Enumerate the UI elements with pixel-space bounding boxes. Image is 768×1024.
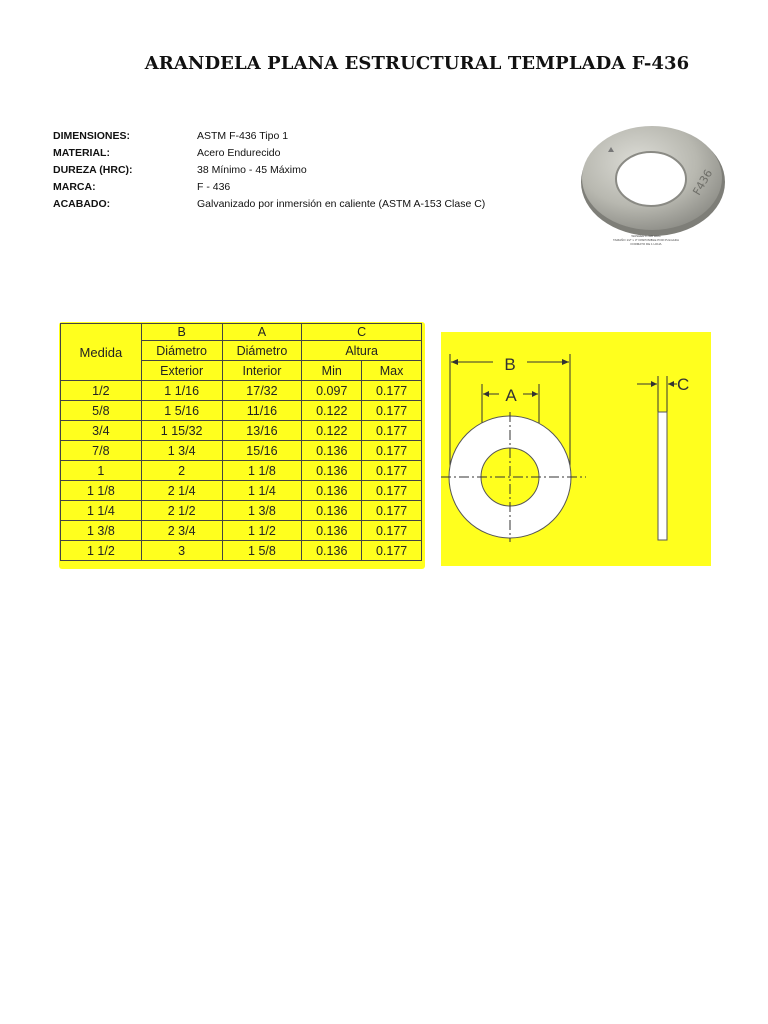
spec-value: Galvanizado por inmersión en caliente (ASTM A-153 Clase C) [197, 198, 486, 210]
spec-label: ACABADO: [53, 198, 111, 210]
cell-diametro-interior: 1 1/8 [222, 461, 302, 481]
cell-altura-max: 0.177 [362, 521, 422, 541]
cell-diametro-exterior: 1 15/32 [141, 421, 222, 441]
cell-diametro-interior: 15/16 [222, 441, 302, 461]
cell-diametro-interior: 1 3/8 [222, 501, 302, 521]
arrow-right-icon [532, 391, 538, 397]
washer-photo [578, 122, 728, 246]
photo-caption [596, 234, 696, 246]
cell-diametro-interior: 1 1/4 [222, 481, 302, 501]
cell-altura-max: 0.177 [362, 501, 422, 521]
arrow-left-icon [451, 359, 458, 365]
table-row [61, 381, 422, 401]
spec-row [53, 162, 485, 179]
arrow-left-icon [483, 391, 489, 397]
column-header-max: Max [362, 361, 422, 381]
cell-medida: 7/8 [61, 441, 142, 461]
spec-value: ASTM F-436 Tipo 1 [197, 130, 289, 142]
cell-altura-max: 0.177 [362, 481, 422, 501]
cell-diametro-exterior: 1 3/4 [141, 441, 222, 461]
cell-medida: 1 [61, 461, 142, 481]
cell-altura-min: 0.122 [302, 401, 362, 421]
washer-photo-stamp: F436 [690, 167, 716, 198]
column-header-medida: Medida [61, 324, 142, 381]
spec-row [53, 128, 485, 145]
photo-caption-line: TAMAÑO 1/2" x 3" DISPONIBLE POR PULGADA [613, 238, 679, 242]
label-a: A [505, 386, 517, 405]
spec-label: MATERIAL: [53, 147, 110, 159]
spec-value: F - 436 [197, 181, 231, 193]
table-row [61, 481, 422, 501]
washer-diagram [441, 332, 711, 566]
cell-altura-max: 0.177 [362, 381, 422, 401]
spec-row [53, 196, 485, 213]
cell-altura-min: 0.097 [302, 381, 362, 401]
page-title: ARANDELA PLANA ESTRUCTURAL TEMPLADA F-436 [144, 53, 690, 74]
table-row [61, 441, 422, 461]
washer-photo-hole [616, 152, 686, 206]
spec-label: DIMENSIONES: [53, 130, 131, 142]
cell-diametro-exterior: 3 [141, 541, 222, 561]
cell-medida: 1 1/2 [61, 541, 142, 561]
cell-medida: 5/8 [61, 401, 142, 421]
table-row [61, 421, 422, 441]
label-c: C [677, 375, 690, 394]
cell-altura-max: 0.177 [362, 541, 422, 561]
cell-diametro-exterior: 1 5/16 [141, 401, 222, 421]
column-letter-a: A [222, 324, 302, 341]
column-header-b-top: Diámetro [141, 341, 222, 361]
cell-altura-min: 0.122 [302, 421, 362, 441]
column-letter-b: B [141, 324, 222, 341]
dimensions-table-panel [59, 322, 425, 569]
column-header-min: Min [302, 361, 362, 381]
photo-caption-line: WASHER F-436 HDG [631, 234, 661, 238]
dimensions-table [60, 323, 422, 561]
arrow-right-icon [562, 359, 569, 365]
table-row [61, 401, 422, 421]
washer-diagram-svg [441, 332, 711, 566]
table-row [61, 501, 422, 521]
cell-medida: 1 3/8 [61, 521, 142, 541]
spec-label: DUREZA (HRC): [53, 164, 133, 176]
cell-medida: 3/4 [61, 421, 142, 441]
cell-diametro-interior: 11/16 [222, 401, 302, 421]
photo-caption-line: FORMATO DE 1 HOJA [630, 242, 662, 246]
table-row [61, 461, 422, 481]
cell-diametro-exterior: 2 3/4 [141, 521, 222, 541]
table-header-row [61, 324, 422, 341]
spec-row [53, 179, 485, 196]
cell-diametro-interior: 1 5/8 [222, 541, 302, 561]
column-header-a-top: Diámetro [222, 341, 302, 361]
cell-altura-max: 0.177 [362, 441, 422, 461]
cell-altura-max: 0.177 [362, 401, 422, 421]
cell-altura-max: 0.177 [362, 461, 422, 481]
column-header-altura: Altura [302, 341, 422, 361]
cell-diametro-interior: 17/32 [222, 381, 302, 401]
cell-altura-min: 0.136 [302, 461, 362, 481]
column-letter-c: C [302, 324, 422, 341]
column-header-a-bottom: Interior [222, 361, 302, 381]
cell-diametro-interior: 13/16 [222, 421, 302, 441]
cell-diametro-exterior: 2 1/2 [141, 501, 222, 521]
spec-value: Acero Endurecido [197, 147, 281, 159]
cell-diametro-interior: 1 1/2 [222, 521, 302, 541]
spec-list [53, 128, 485, 213]
cell-altura-min: 0.136 [302, 441, 362, 461]
spec-label: MARCA: [53, 181, 96, 193]
cell-medida: 1/2 [61, 381, 142, 401]
cell-diametro-exterior: 2 [141, 461, 222, 481]
cell-altura-min: 0.136 [302, 541, 362, 561]
arrow-right-icon [651, 381, 657, 387]
label-b: B [504, 355, 516, 374]
cell-diametro-exterior: 2 1/4 [141, 481, 222, 501]
cell-altura-min: 0.136 [302, 481, 362, 501]
cell-diametro-exterior: 1 1/16 [141, 381, 222, 401]
cell-altura-max: 0.177 [362, 421, 422, 441]
cell-medida: 1 1/4 [61, 501, 142, 521]
table-row [61, 541, 422, 561]
table-row [61, 521, 422, 541]
column-header-b-bottom: Exterior [141, 361, 222, 381]
spec-row [53, 145, 485, 162]
cell-altura-min: 0.136 [302, 501, 362, 521]
cell-altura-min: 0.136 [302, 521, 362, 541]
washer-side-profile [658, 412, 667, 540]
spec-value: 38 Mínimo - 45 Máximo [197, 164, 307, 176]
arrow-left-icon [668, 381, 674, 387]
cell-medida: 1 1/8 [61, 481, 142, 501]
